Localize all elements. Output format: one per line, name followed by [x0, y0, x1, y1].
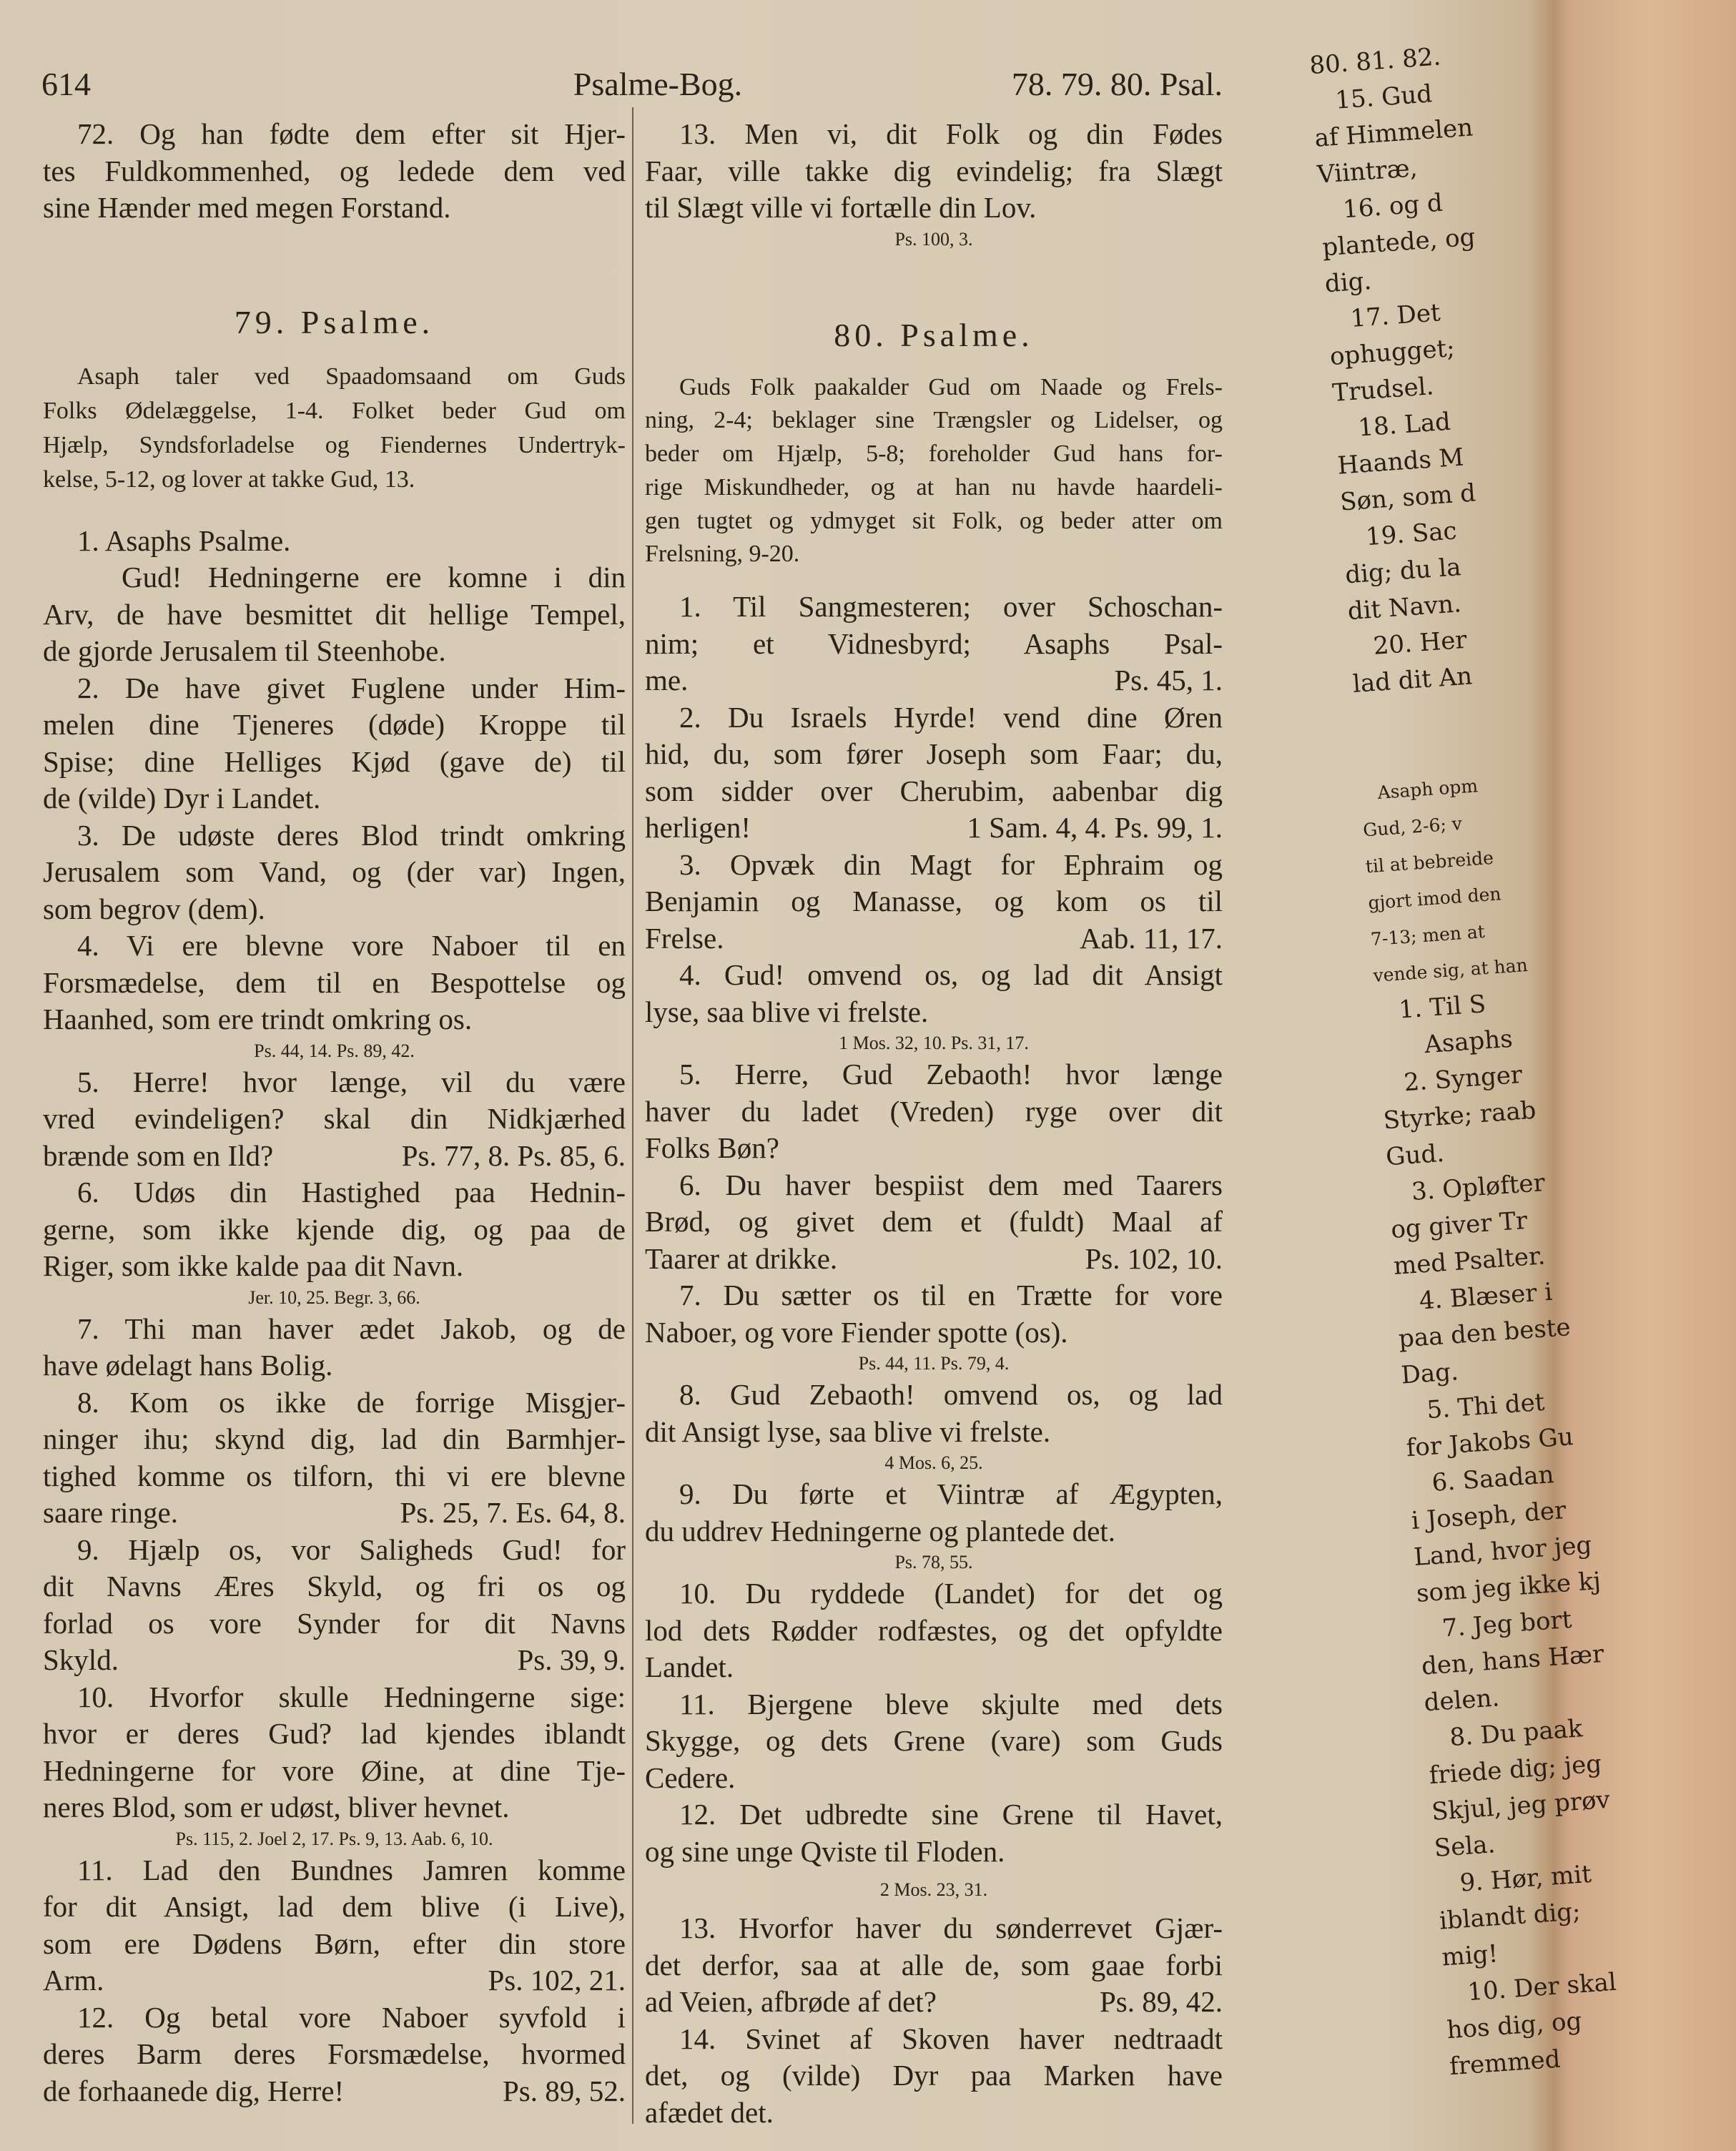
text-line: vred evindeligen? skal din Nidkjærhed	[43, 1102, 626, 1135]
text-line: have ødelagt hans Bolig.	[43, 1349, 333, 1382]
text-line: 1. Til Sangmesteren; over Schoschan-	[679, 590, 1223, 624]
text-line: afædet det.	[645, 2095, 774, 2129]
text-line: Cedere.	[645, 1761, 736, 1794]
text-line: 5. Herre! hvor længe, vil du være	[77, 1065, 626, 1098]
text-line: tighed komme os tilforn, thi vi ere blevne	[43, 1459, 626, 1492]
facing-page-line: Skjul, jeg prøv	[1431, 1785, 1611, 1827]
verse-text: herligen!	[645, 811, 751, 845]
text-line: 6. Du haver bespiist dem med Taarers	[679, 1168, 1223, 1201]
verse-text: ad Veien, afbrøde af det?	[645, 1985, 937, 2019]
text-line: neres Blod, som er udøst, bliver hevnet.	[43, 1791, 510, 1823]
cross-reference: Ps. 39, 9.	[517, 1643, 626, 1676]
text-line: du uddrev Hedningerne og plantede det.	[645, 1514, 1116, 1547]
cross-reference: Ps. 102, 10.	[1085, 1241, 1223, 1275]
verse-line	[645, 809, 1223, 847]
facing-page-line: 16. og d	[1318, 188, 1444, 226]
verse-text: Frelse.	[645, 921, 724, 955]
text-line: 6. Udøs din Hastighed paa Hednin-	[77, 1176, 626, 1209]
verse-line	[43, 1495, 626, 1532]
verse-line	[645, 662, 1223, 699]
text-line: 12. Og betal vore Naboer syvfold i	[77, 2000, 626, 2034]
text-line: forlad os vore Synder for dit Navns	[43, 1606, 626, 1640]
facing-page-line: 4. Blæser i	[1395, 1277, 1554, 1317]
right-column	[645, 116, 1223, 2131]
text-line: 7. Du sætter os til en Trætte for vore	[679, 1279, 1223, 1312]
text-line: Riger, som ikke kalde paa dit Navn.	[43, 1249, 464, 1282]
verse	[645, 1377, 1223, 1450]
facing-page-line: 8. Du paak	[1425, 1714, 1584, 1754]
verse	[43, 670, 626, 817]
facing-page-line: Viintræ,	[1316, 154, 1419, 189]
verse	[43, 1852, 626, 1999]
verse	[43, 1679, 626, 1826]
facing-page-line: Søn, som d	[1338, 478, 1477, 517]
facing-page-line: med Psalter.	[1392, 1241, 1547, 1281]
verse	[43, 1532, 626, 1679]
facing-page-line: for Jakobs Gu	[1405, 1422, 1574, 1463]
text-line: Hedningerne for vore Øine, at dine Tje-	[43, 1753, 626, 1787]
column-divider	[632, 107, 633, 2124]
cross-reference: Ps. 45, 1.	[1114, 664, 1223, 697]
facing-page-line: 1. Til S	[1374, 990, 1487, 1026]
facing-page-line: 6. Saadan	[1407, 1460, 1555, 1500]
facing-page-line: Gud, 2-6; v	[1362, 812, 1463, 841]
text-line: 4. Vi ere blevne vore Naboer til en	[77, 929, 626, 962]
text-line: de (vilde) Dyr i Landet.	[43, 782, 321, 814]
facing-page-line: vende sig, at han	[1372, 954, 1529, 987]
text-line: ning, 2-4; beklager sine Trængsler og Lidelser, og	[645, 407, 1223, 434]
text-line: og sine unge Qviste til Floden.	[645, 1834, 1005, 1868]
verse-line	[43, 1642, 626, 1679]
text-line: ninger ihu; skynd dig, lad din Barmhjer-	[43, 1422, 626, 1455]
facing-page-line: ophugget;	[1328, 334, 1456, 372]
verse-text: de forhaanede dig, Herre!	[43, 2074, 345, 2107]
text-line: sine Hænder med megen Forstand.	[43, 191, 451, 224]
facing-page-line: dig.	[1323, 266, 1373, 299]
verse-line	[645, 1984, 1223, 2021]
text-line: Frelsning, 9-20.	[645, 541, 800, 568]
text-line: dit Ansigt lyse, saa blive vi frelste.	[645, 1414, 1051, 1448]
facing-page-line: 3. Opløfter	[1387, 1168, 1547, 1209]
page-number: 614	[41, 66, 91, 102]
verse-line	[645, 1241, 1223, 1278]
text-line: gen tugtet og ydmyget sit Folk, og beder atter om	[645, 507, 1223, 534]
verse	[645, 957, 1223, 1030]
text-line: 8. Gud Zebaoth! omvend os, og lad	[679, 1378, 1223, 1412]
verse-text: brænde som en Ild?	[43, 1138, 274, 1172]
verse	[43, 1174, 626, 1285]
text-line: melen dine Tjeneres (døde) Kroppe til	[43, 708, 626, 741]
verse-text: Taarer at drikke.	[645, 1241, 838, 1275]
facing-page-line: 17. Det	[1326, 298, 1441, 335]
text-line: 9. Hjælp os, vor Saligheds Gud! for	[77, 1532, 626, 1566]
facing-page-line: mig!	[1441, 1939, 1499, 1972]
facing-page-line: dig; du la	[1344, 553, 1462, 590]
verse	[645, 1476, 1223, 1550]
facing-page-line: og giver Tr	[1390, 1206, 1529, 1245]
text-line: Folks Ødelæggelse, 1-4. Folket beder Gud om	[43, 397, 626, 424]
facing-page-line: 7-13; men at	[1370, 921, 1486, 950]
verse	[645, 2021, 1223, 2132]
text-line: Asaph taler ved Spaadomsaand om Guds	[77, 363, 626, 390]
psalm-summary	[43, 360, 626, 497]
facing-page-line: dit Navn.	[1346, 589, 1463, 626]
text-line: som ere Dødens Børn, efter din store	[43, 1926, 626, 1960]
verse	[645, 1575, 1223, 1686]
verse-text: saare ringe.	[43, 1496, 178, 1529]
facing-page-line: 80. 81. 82.	[1308, 42, 1442, 81]
facing-page-line: Sela.	[1433, 1830, 1496, 1864]
facing-page-line: fremmed	[1448, 2044, 1562, 2082]
text-line: de gjorde Jerusalem til Steenhobe.	[43, 634, 446, 667]
facing-page-line: Dag.	[1400, 1357, 1460, 1390]
text-line: 1. Asaphs Psalme.	[77, 523, 291, 557]
facing-page-line: som jeg ikke kj	[1415, 1566, 1602, 1608]
facing-page-line: 9. Hør, mit	[1436, 1859, 1593, 1899]
running-title: Psalme-Bog.	[573, 66, 743, 102]
verse	[43, 523, 626, 560]
text-line: tes Fuldkommenhed, og ledede dem ved	[43, 154, 626, 187]
text-line: 2. De have givet Fuglene under Him-	[77, 671, 626, 704]
verse-line	[645, 920, 1223, 958]
text-line: 7. Thi man haver ædet Jakob, og de	[77, 1311, 626, 1345]
text-line: Gud! Hedningerne ere komne i din	[122, 561, 626, 594]
cross-reference: Ps. 102, 21.	[488, 1964, 626, 1997]
text-line: Spise; dine Helliges Kjød (gave de) til	[43, 744, 626, 778]
text-line: Brød, og givet dem et (fuldt) Maal af	[645, 1205, 1223, 1239]
verse-text: Skyld.	[43, 1643, 119, 1676]
facing-page-line: 15. Gud	[1311, 79, 1434, 117]
verse	[43, 1384, 626, 1532]
verse-text: me.	[645, 664, 689, 697]
text-line: hid, du, som fører Joseph som Faar; du,	[645, 737, 1223, 771]
verse-line	[43, 1138, 626, 1175]
verse	[43, 1311, 626, 1384]
psalm-heading: 79. Psalme.	[234, 303, 435, 340]
text-line: gerne, som ikke kjende dig, og paa de	[43, 1212, 626, 1246]
cross-reference: 1 Mos. 32, 10. Ps. 31, 17.	[839, 1033, 1029, 1054]
text-line: 13. Men vi, dit Folk og din Fødes	[679, 117, 1223, 150]
text-line: Hjælp, Syndsforladelse og Fiendernes Undertryk-	[43, 431, 626, 458]
facing-page-line: paa den beste	[1397, 1313, 1572, 1354]
text-line: Folks Bøn?	[645, 1131, 779, 1165]
cross-reference: Ps. 44, 14. Ps. 89, 42.	[254, 1040, 415, 1061]
text-line: Forsmædelse, dem til en Bespottelse og	[43, 965, 626, 999]
facing-page-line: Land, hvor jeg	[1413, 1530, 1593, 1572]
text-line: rige Miskundheder, og at han nu havde haardeli-	[645, 473, 1223, 501]
facing-page-edge	[1280, 42, 1617, 2151]
facing-page-line: til at bebreide	[1364, 847, 1494, 877]
facing-page-line: iblandt dig;	[1438, 1897, 1582, 1936]
facing-page-line: friede dig; jeg	[1428, 1749, 1603, 1791]
text-line: 11. Lad den Bundnes Jamren komme	[77, 1853, 626, 1886]
psalm-heading: 80. Psalme.	[834, 316, 1034, 353]
cross-reference: Aab. 11, 17.	[1079, 921, 1223, 955]
verse-line	[43, 2073, 626, 2110]
psalm-summary	[645, 371, 1223, 572]
facing-page-line: lad dit An	[1351, 661, 1474, 699]
facing-page-line: Asaph opm	[1359, 775, 1479, 804]
text-line: 2. Du Israels Hyrde! vend dine Øren	[679, 700, 1223, 734]
text-line: Arv, de have besmittet dit hellige Tempel,	[43, 597, 626, 631]
verse	[645, 1796, 1223, 1870]
verse	[43, 1064, 626, 1175]
verse	[645, 116, 1223, 227]
verse	[645, 699, 1223, 847]
text-line: 9. Du førte et Viintræ af Ægypten,	[679, 1477, 1223, 1511]
text-line: lod dets Rødder rodfæstes, og det opfyldte	[645, 1613, 1223, 1647]
text-line: 12. Det udbredte sine Grene til Havet,	[679, 1798, 1223, 1831]
text-line: det, og (vilde) Dyr paa Marken have	[645, 2059, 1223, 2092]
facing-page-line: gjort imod den	[1367, 883, 1502, 914]
text-line: Faar, ville takke dig evindelig; fra Slægt	[645, 154, 1223, 187]
text-line: Benjamin og Manasse, og kom os til	[645, 885, 1223, 918]
verse	[43, 1999, 626, 2110]
cross-reference: Ps. 25, 7. Es. 64, 8.	[400, 1496, 626, 1529]
facing-page-line: Haands M	[1336, 443, 1465, 481]
verse	[645, 1056, 1223, 1167]
verse	[645, 1167, 1223, 1278]
cross-reference: 2 Mos. 23, 31.	[879, 1879, 988, 1901]
text-line: kelse, 5-12, og lover at takke Gud, 13.	[43, 466, 415, 493]
facing-page-line: den, hans Hær	[1420, 1639, 1605, 1681]
text-line: dit Navns Æres Skyld, og fri os og	[43, 1570, 626, 1603]
text-line: 8. Kom os ikke de forrige Misgjer-	[77, 1385, 626, 1419]
text-line: lyse, saa blive vi frelste.	[645, 995, 929, 1028]
cross-reference: 1 Sam. 4, 4. Ps. 99, 1.	[967, 811, 1223, 845]
verse	[43, 927, 626, 1038]
text-line: Skygge, og dets Grene (vare) som Guds	[645, 1724, 1223, 1758]
text-line: Naboer, og vore Fiender spotte (os).	[645, 1315, 1068, 1349]
text-line: 4. Gud! omvend os, og lad dit Ansigt	[679, 958, 1223, 992]
cross-reference: Ps. 100, 3.	[894, 228, 973, 250]
facing-page-line: Asaphs	[1377, 1024, 1514, 1063]
cross-reference: Ps. 78, 55.	[894, 1552, 973, 1573]
cross-reference: Ps. 44, 11. Ps. 79, 4.	[858, 1353, 1010, 1374]
text-line: til Slægt ville vi fortælle din Lov.	[645, 191, 1037, 224]
text-line: 11. Bjergene bleve skjulte med dets	[679, 1687, 1223, 1721]
cross-reference: Ps. 89, 42.	[1099, 1985, 1223, 2019]
text-line: deres Barm deres Forsmædelse, hvormed	[43, 2037, 626, 2070]
facing-page-line: i Joseph, der	[1410, 1496, 1567, 1536]
facing-page-line: Trudsel.	[1331, 372, 1435, 408]
facing-page-line: Gud.	[1384, 1138, 1446, 1172]
verse-line	[43, 1962, 626, 1999]
facing-page-line: Styrke; raab	[1382, 1096, 1537, 1136]
psalm-range: 78. 79. 80. Psal.	[1011, 66, 1223, 102]
verse	[645, 1277, 1223, 1351]
facing-page-line: 20. Her	[1349, 625, 1468, 663]
facing-page-line: af Himmelen	[1313, 113, 1474, 153]
cross-reference: Jer. 10, 25. Begr. 3, 66.	[248, 1286, 420, 1308]
verse	[645, 1910, 1223, 2021]
verse	[645, 847, 1223, 958]
facing-page-line: 10. Der skal	[1443, 1967, 1617, 2009]
facing-page-line: hos dig, og	[1446, 2007, 1583, 2045]
verse	[43, 817, 626, 928]
facing-page-line: 5. Thi det	[1402, 1387, 1546, 1427]
text-line: Guds Folk paakalder Gud om Naade og Frels-	[679, 373, 1223, 400]
text-line: som sidder over Cherubim, aabenbar dig	[645, 774, 1223, 807]
facing-page-line: plantede, og	[1321, 222, 1476, 262]
facing-page-line: 18. Lad	[1333, 407, 1452, 444]
text-line: beder om Hjælp, 5-8; foreholder Gud hans for-	[645, 440, 1223, 468]
cross-reference: 4 Mos. 6, 25.	[884, 1452, 983, 1474]
facing-page-line: 7. Jeg bort	[1418, 1605, 1573, 1645]
text-line: Landet.	[645, 1650, 734, 1684]
verse-text: Arm.	[43, 1964, 104, 1997]
facing-page-line: 2. Synger	[1379, 1060, 1524, 1099]
cross-reference: Ps. 77, 8. Ps. 85, 6.	[401, 1138, 626, 1172]
text-line: 10. Hvorfor skulle Hedningerne sige:	[77, 1680, 626, 1713]
text-line: 10. Du ryddede (Landet) for det og	[679, 1577, 1223, 1610]
cross-reference: Ps. 115, 2. Joel 2, 17. Ps. 9, 13. Aab. 6, 10.	[175, 1828, 493, 1849]
text-line: 5. Herre, Gud Zebaoth! hvor længe	[679, 1058, 1223, 1091]
verse	[43, 559, 626, 670]
text-line: haver du ladet (Vreden) ryge over dit	[645, 1094, 1223, 1128]
text-line: nim; et Vidnesbyrd; Asaphs Psal-	[645, 626, 1223, 660]
left-column	[43, 116, 626, 2110]
text-line: 3. Opvæk din Magt for Ephraim og	[679, 847, 1223, 881]
text-line: 3. De udøste deres Blod trindt omkring	[77, 818, 626, 852]
text-line: det derfor, saa at alle de, som gaae forbi	[645, 1948, 1223, 1982]
text-line: 13. Hvorfor haver du sønderrevet Gjær-	[679, 1911, 1223, 1945]
text-line: 14. Svinet af Skoven haver nedtraadt	[679, 2022, 1223, 2055]
text-line: for dit Ansigt, lad dem blive (i Live),	[43, 1890, 626, 1923]
text-line: som begrov (dem).	[43, 892, 265, 925]
verse	[645, 589, 1223, 699]
facing-page-line: 19. Sac	[1341, 516, 1458, 553]
verse	[645, 1686, 1223, 1797]
text-line: Haanhed, som ere trindt omkring os.	[43, 1003, 473, 1035]
text-line: hvor er deres Gud? lad kjendes iblandt	[43, 1717, 626, 1750]
text-line: 72. Og han fødte dem efter sit Hjer-	[77, 117, 626, 150]
verse	[43, 116, 626, 227]
facing-page-line: delen.	[1423, 1683, 1501, 1718]
cross-reference: Ps. 89, 52.	[502, 2074, 626, 2107]
text-line: Jerusalem som Vand, og (der var) Ingen,	[43, 855, 626, 888]
